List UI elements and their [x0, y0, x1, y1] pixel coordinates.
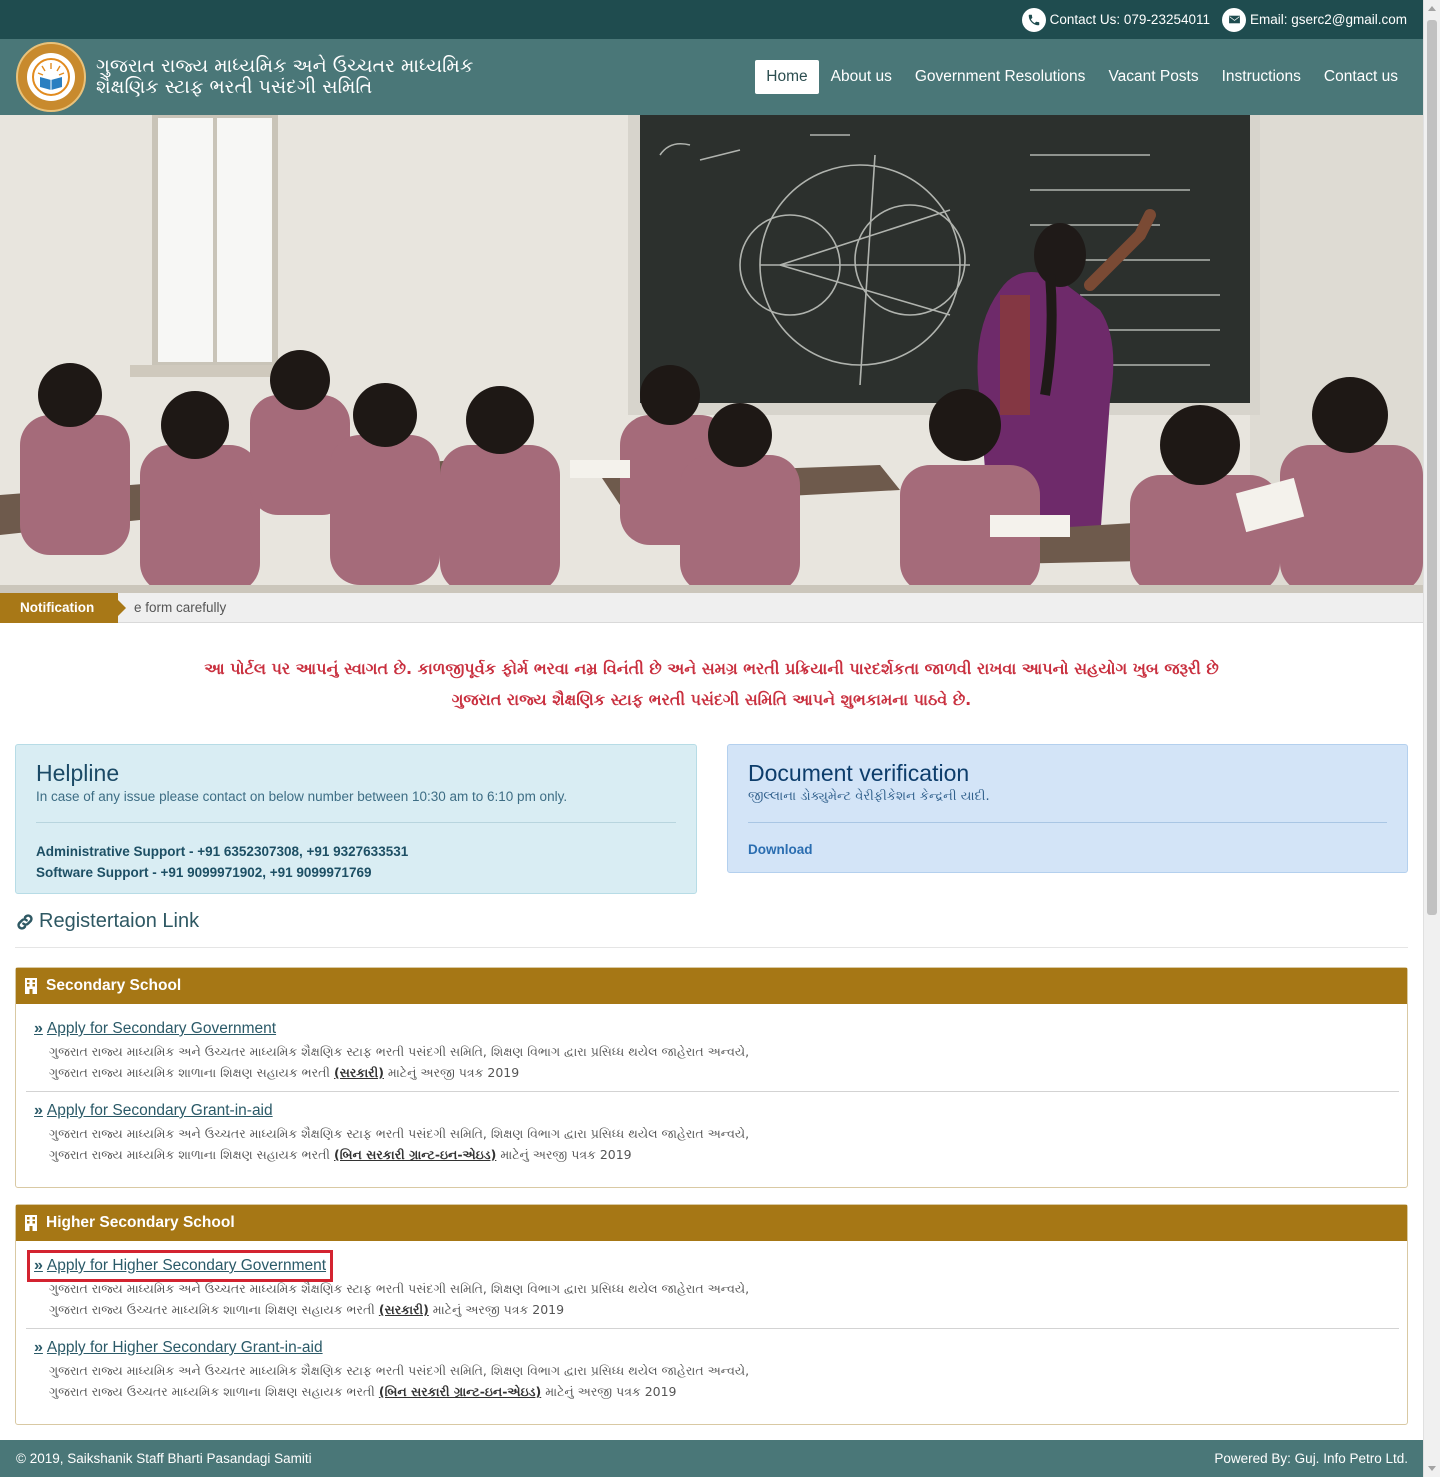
registration-heading — [15, 910, 1408, 948]
entry-description — [49, 1123, 1399, 1165]
panel-title: Higher Secondary School — [46, 1214, 235, 1231]
footer-powered-by: Powered By: Guj. Info Petro Ltd. — [1214, 1451, 1408, 1466]
contact-phone[interactable] — [1022, 8, 1210, 32]
helpline-subtitle: In case of any issue please contact on below number between 10:30 am to 6:10 pm only. — [36, 789, 568, 804]
site-footer — [0, 1440, 1423, 1477]
entry-description — [49, 1360, 1399, 1402]
entry-description — [49, 1278, 1399, 1320]
desc-text: માટેનું અરજી પત્રક 2019 — [541, 1384, 677, 1399]
desc-text: માટેનું અરજી પત્રક 2019 — [383, 1065, 520, 1080]
hero-banner-image — [0, 115, 1423, 593]
list-item — [26, 1010, 1399, 1091]
brand[interactable] — [16, 42, 473, 112]
desc-line1: ગુજરાત રાજ્ય માધ્યમિક અને ઉચ્ચતર માધ્યમિક શૈક્ષણિક સ્ટાફ ભરતી પસંદગી સમિતિ, શિક્ષણ વિભાગ દ્વારા પ્રસિધ્ધ થયેલ જાહેરાત અન્વયે, — [49, 1363, 750, 1378]
desc-category: (સરકારી) — [378, 1302, 429, 1317]
desc-line2 — [49, 1299, 1399, 1320]
panel-title: Secondary School — [46, 977, 182, 994]
site-title — [96, 56, 473, 98]
nav-contact-us[interactable]: Contact us — [1323, 68, 1398, 85]
document-verification-divider — [748, 822, 1387, 823]
notification-label: Notification — [0, 593, 118, 623]
desc-text: ગુજરાત રાજ્ય ઉચ્ચતર માધ્યમિક શાળાના શિક્ષણ સહાયક ભરતી — [49, 1302, 379, 1317]
desc-text: ગુજરાત રાજ્ય ઉચ્ચતર માધ્યમિક શાળાના શિક્ષણ સહાયક ભરતી — [49, 1384, 379, 1399]
phone-icon — [1022, 8, 1046, 32]
desc-text: ગુજરાત રાજ્ય માધ્યમિક શાળાના શિક્ષણ સહાયક ભરતી — [49, 1065, 334, 1080]
desc-text: માટેનું અરજી પત્રક 2019 — [428, 1302, 565, 1317]
scroll-up-arrow-icon[interactable] — [1428, 6, 1436, 11]
top-contact-bar — [0, 0, 1423, 39]
helpline-title: Helpline — [36, 760, 120, 786]
apply-secondary-government-link[interactable] — [34, 1020, 276, 1038]
book-icon — [31, 57, 71, 97]
desc-category: (સરકારી) — [333, 1065, 384, 1080]
welcome-message — [0, 653, 1423, 715]
desc-line1: ગુજરાત રાજ્ય માધ્યમિક અને ઉચ્ચતર માધ્યમિક શૈક્ષણિક સ્ટાફ ભરતી પસંદગી સમિતિ, શિક્ષણ વિભાગ દ્વારા પ્રસિધ્ધ થયેલ જાહેરાત અન્વયે, — [49, 1281, 750, 1296]
notification-bar — [0, 593, 1423, 623]
document-verification-subtitle: જીલ્લાના ડોક્યુમેન્ટ વેરીફીકેશન કેન્દ્રની યાદી. — [748, 789, 990, 804]
desc-category: (બિન સરકારી ગ્રાન્ટ-ઇન-એઇડ) — [333, 1147, 497, 1162]
panel-header — [16, 968, 1407, 1004]
link-label: Apply for Secondary Grant-in-aid — [46, 1102, 273, 1119]
link-label: Apply for Higher Secondary Government — [46, 1257, 327, 1274]
list-item — [26, 1328, 1399, 1410]
double-chevron-right-icon: » — [34, 1020, 43, 1037]
site-title-line2: શૈક્ષણિક સ્ટાફ ભરતી પસંદગી સમિતિ — [96, 76, 373, 98]
panel-header — [16, 1205, 1407, 1241]
download-link[interactable]: Download — [748, 842, 813, 857]
desc-line1: ગુજરાત રાજ્ય માધ્યમિક અને ઉચ્ચતર માધ્યમિક શૈક્ષણિક સ્ટાફ ભરતી પસંદગી સમિતિ, શિક્ષણ વિભાગ દ્વારા પ્રસિધ્ધ થયેલ જાહેરાત અન્વયે, — [49, 1126, 750, 1141]
higher-secondary-school-panel — [15, 1204, 1408, 1425]
contact-email-text: Email: gserc2@gmail.com — [1250, 12, 1407, 27]
desc-line2 — [49, 1381, 1399, 1402]
double-chevron-right-icon: » — [34, 1102, 43, 1119]
apply-secondary-grant-in-aid-link[interactable] — [34, 1102, 273, 1120]
page-scrollbar[interactable] — [1423, 0, 1440, 1477]
envelope-icon — [1222, 8, 1246, 32]
document-verification-title: Document verification — [748, 760, 970, 786]
site-header — [0, 39, 1423, 115]
administrative-support: Administrative Support - +91 6352307308, +91 9327633531 — [36, 844, 409, 859]
desc-text: માટેનું અરજી પત્રક 2019 — [496, 1147, 632, 1162]
registration-heading-text: Registertaion Link — [39, 910, 200, 932]
apply-higher-secondary-government-link[interactable] — [34, 1257, 326, 1275]
nav-about-us[interactable]: About us — [830, 68, 892, 85]
desc-line2 — [49, 1062, 1399, 1083]
nav-home[interactable]: Home — [755, 60, 818, 94]
desc-category: (બિન સરકારી ગ્રાન્ટ-ઇન-એઇડ) — [378, 1384, 542, 1399]
helpline-box — [15, 744, 697, 894]
double-chevron-right-icon: » — [34, 1339, 43, 1356]
site-logo — [16, 42, 86, 112]
list-item — [26, 1091, 1399, 1173]
scroll-down-arrow-icon[interactable] — [1428, 1466, 1436, 1471]
desc-line2 — [49, 1144, 1399, 1165]
apply-higher-secondary-grant-in-aid-link[interactable] — [34, 1339, 323, 1357]
desc-text: ગુજરાત રાજ્ય માધ્યમિક શાળાના શિક્ષણ સહાયક ભરતી — [49, 1147, 334, 1162]
nav-government-resolutions[interactable]: Government Resolutions — [914, 68, 1086, 85]
nav-vacant-posts[interactable]: Vacant Posts — [1108, 68, 1199, 85]
entry-description — [49, 1041, 1399, 1083]
contact-phone-text: Contact Us: 079-23254011 — [1049, 12, 1210, 27]
helpline-divider — [36, 822, 676, 823]
main-nav — [754, 60, 1409, 94]
building-icon — [24, 978, 38, 994]
document-verification-box — [727, 744, 1408, 873]
secondary-school-panel — [15, 967, 1408, 1188]
site-title-line1: ગુજરાત રાજ્ય માધ્યમિક અને ઉચ્ચતર માધ્યમિક — [96, 55, 474, 77]
link-label: Apply for Secondary Government — [46, 1020, 277, 1037]
welcome-line1: આ પોર્ટલ પર આપનું સ્વાગત છે. કાળજીપૂર્વક ફોર્મ ભરવા નમ્ર વિનંતી છે અને સમગ્ર ભરતી પ્રક્રિયાની પારદર્શકતા જાળવી રાખવા આપનો સહયોગ ખુબ જરૂરી છે — [204, 659, 1219, 678]
info-boxes — [15, 744, 1408, 894]
building-icon — [24, 1215, 38, 1231]
software-support: Software Support - +91 9099971902, +91 9099971769 — [36, 865, 372, 880]
link-label: Apply for Higher Secondary Grant-in-aid — [46, 1339, 323, 1356]
scrollbar-thumb[interactable] — [1427, 20, 1437, 915]
welcome-line2: ગુજરાત રાજ્ય શૈક્ષણિક સ્ટાફ ભરતી પસંદગી સમિતિ આપને શુભકામના પાઠવે છે. — [451, 690, 972, 709]
notification-ticker-text[interactable]: e form carefully — [134, 600, 227, 615]
list-item — [26, 1247, 1399, 1328]
footer-copyright: © 2019, Saikshanik Staff Bharti Pasandagi Samiti — [16, 1451, 312, 1466]
nav-instructions[interactable]: Instructions — [1221, 68, 1301, 85]
link-icon — [15, 912, 35, 932]
double-chevron-right-icon: » — [34, 1257, 43, 1274]
contact-email[interactable] — [1222, 8, 1407, 32]
desc-line1: ગુજરાત રાજ્ય માધ્યમિક અને ઉચ્ચતર માધ્યમિક શૈક્ષણિક સ્ટાફ ભરતી પસંદગી સમિતિ, શિક્ષણ વિભાગ દ્વારા પ્રસિધ્ધ થયેલ જાહેરાત અન્વયે, — [49, 1044, 750, 1059]
